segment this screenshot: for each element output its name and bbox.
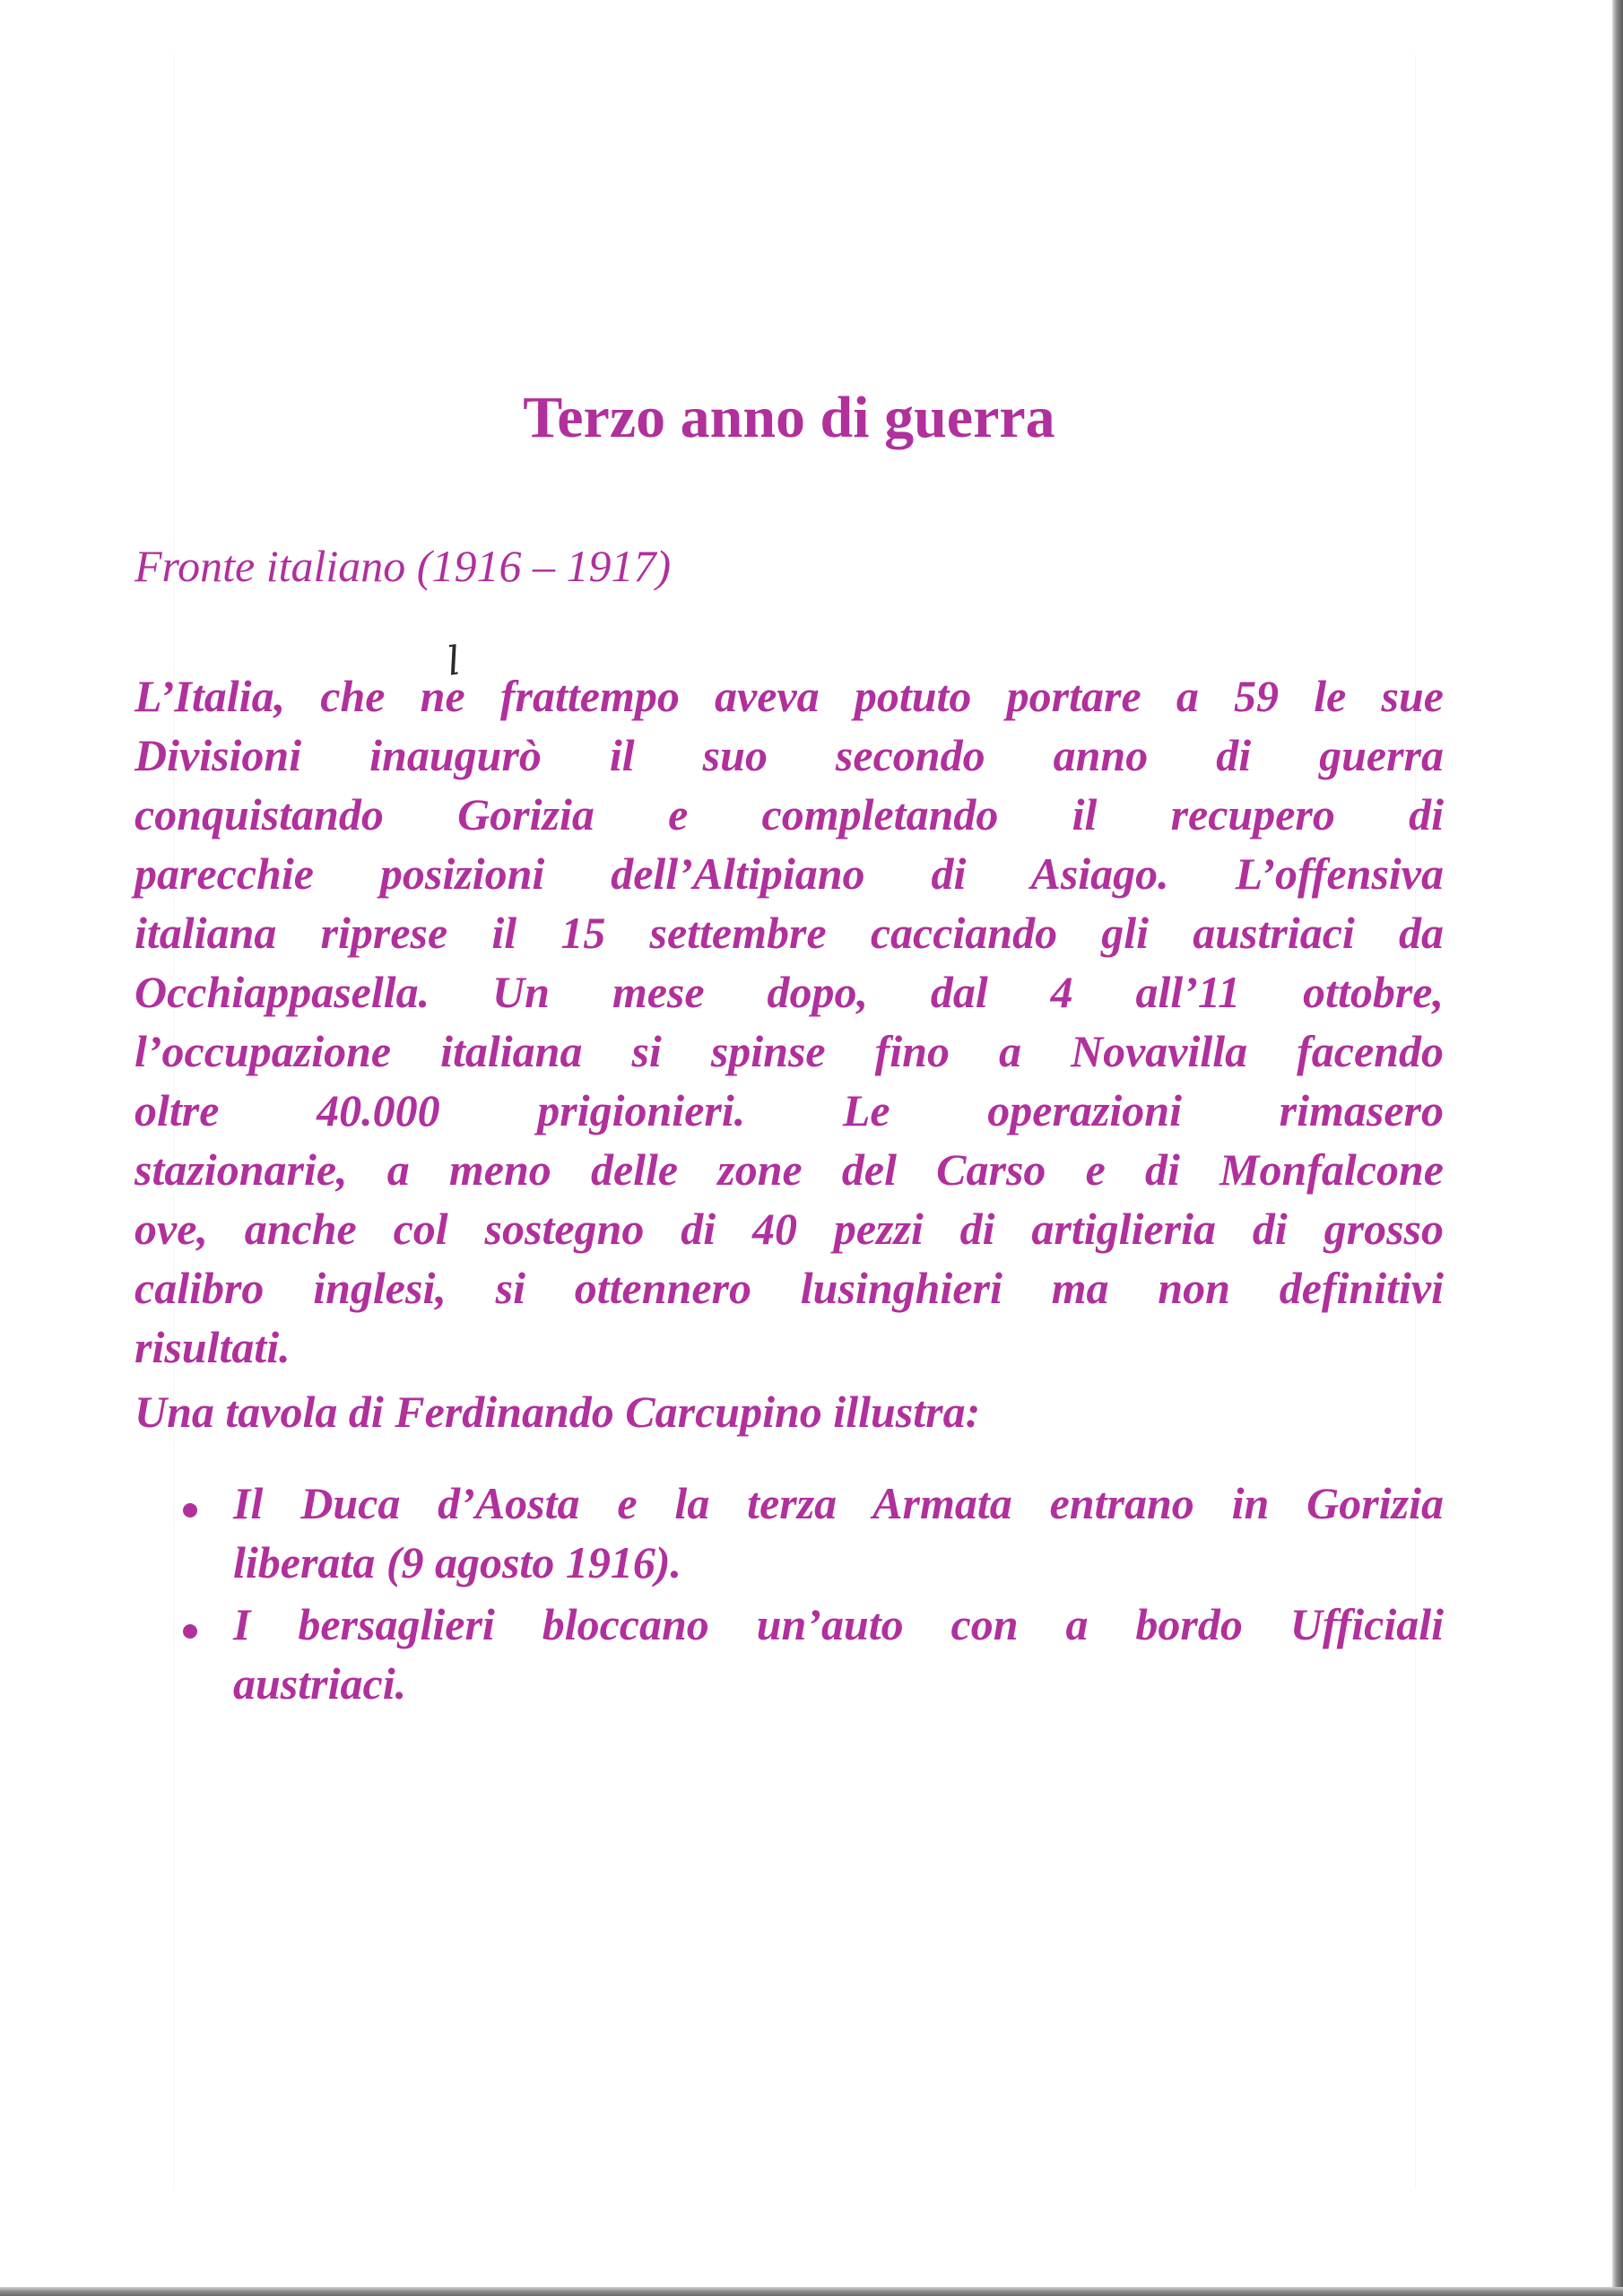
paragraph-line: conquistando Gorizia e completando il recupero di (135, 789, 1444, 839)
paragraph-line: l’occupazione italiana si spinse fino a Novavilla facendo (135, 1026, 1444, 1076)
paragraph-line: Divisioni inaugurò il suo secondo anno di guerra (135, 730, 1444, 780)
paragraph-line: oltre 40.000 prigionieri. Le operazioni rimasero (135, 1085, 1444, 1135)
scan-edge-right (1612, 0, 1623, 2296)
paragraph-line: ove, anche col sostegno di 40 pezzi di artiglieria di grosso (135, 1204, 1444, 1254)
paragraph-line: parecchie posizioni dell’Altipiano di Asiago. L’offensiva (135, 848, 1444, 899)
paragraph-line: risultati. (135, 1322, 291, 1372)
paragraph-line: calibro inglesi, si ottennero lusinghieri ma non definitivi (135, 1263, 1444, 1313)
handwritten-correction: l (444, 638, 464, 685)
bullet-line: austriaci. (233, 1658, 407, 1709)
scan-edge-bottom (0, 2287, 1623, 2296)
paragraph-line: italiana riprese il 15 settembre cacciando gli austriaci da (135, 908, 1444, 958)
illustration-intro: Una tavola di Ferdinando Carcupino illustra: (135, 1387, 981, 1437)
bullet-dot (183, 1624, 197, 1639)
bullet-line: liberata (9 agosto 1916). (233, 1537, 681, 1587)
page-title: Terzo anno di guerra (523, 385, 1055, 450)
bullet-line: Il Duca d’Aosta e la terza Armata entrano in Gorizia (233, 1478, 1444, 1528)
section-subtitle: Fronte italiano (1916 – 1917) (135, 541, 672, 591)
paragraph-line: Occhiappasella. Un mese dopo, dal 4 all’11 ottobre, (135, 967, 1444, 1017)
bullet-line: I bersaglieri bloccano un’auto con a bordo Ufficiali (233, 1599, 1444, 1649)
bullet-dot (183, 1503, 197, 1518)
paragraph-line: L’Italia, che ne frattempo aveva potuto portare a 59 le sue (135, 671, 1444, 721)
paragraph-line: stazionarie, a meno delle zone del Carso e di Monfalcone (135, 1144, 1444, 1195)
